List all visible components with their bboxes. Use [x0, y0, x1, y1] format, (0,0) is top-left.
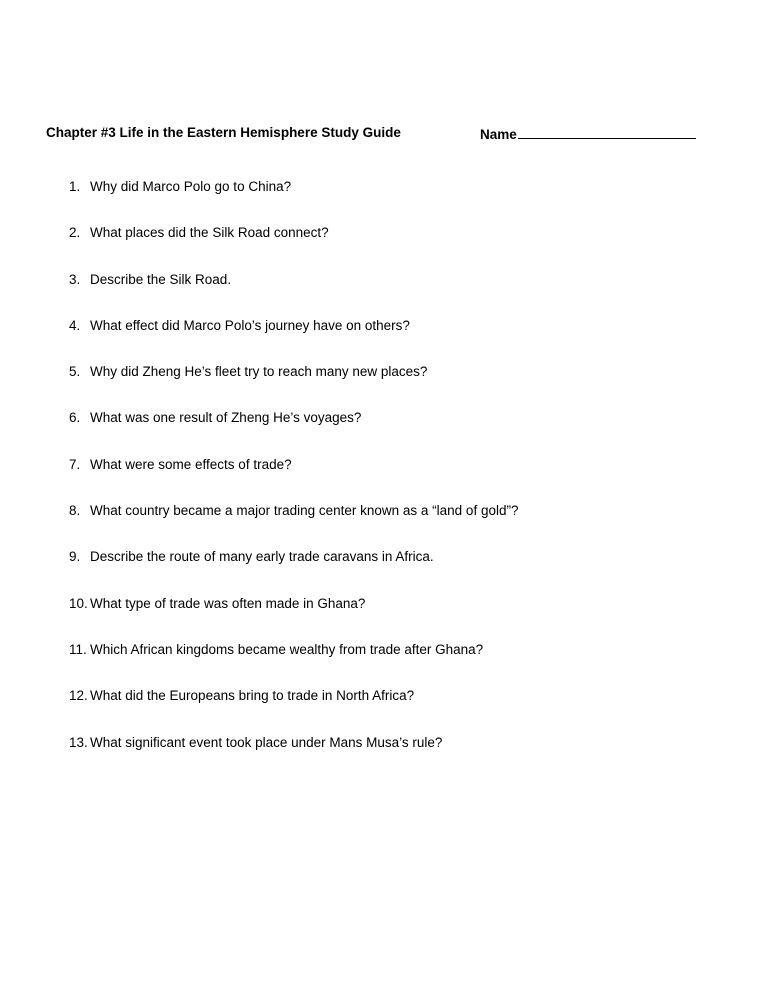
- question-item: [69, 364, 518, 410]
- question-number: 7.: [69, 456, 81, 472]
- question-text: What country became a major trading center known as a “land of gold”?: [90, 503, 519, 519]
- question-number: 2.: [69, 225, 81, 241]
- question-item: [69, 225, 518, 271]
- question-item: [69, 549, 518, 595]
- question-text: Describe the Silk Road.: [90, 271, 232, 287]
- name-label: Name: [480, 127, 517, 142]
- question-number: 10.: [69, 595, 88, 611]
- question-text: What type of trade was often made in Ghana?: [90, 595, 366, 611]
- question-number: 6.: [69, 410, 81, 426]
- question-text: Why did Zheng He’s fleet try to reach many new places?: [90, 364, 428, 380]
- question-text: What significant event took place under Mans Musa’s rule?: [90, 734, 443, 750]
- question-text: Which African kingdoms became wealthy from trade after Ghana?: [90, 641, 484, 657]
- question-number: 1.: [69, 179, 81, 194]
- question-text: What effect did Marco Polo’s journey have on others?: [90, 317, 410, 333]
- question-number: 5.: [69, 364, 81, 380]
- name-field: [480, 125, 696, 142]
- question-item: [69, 457, 518, 503]
- question-text: What did the Europeans bring to trade in North Africa?: [90, 688, 415, 704]
- question-number: 12.: [69, 688, 88, 704]
- question-item: [69, 642, 518, 688]
- page-title: Chapter #3 Life in the Eastern Hemisphere Study Guide: [46, 125, 401, 140]
- question-number: 9.: [69, 549, 81, 565]
- question-number: 13.: [69, 734, 88, 750]
- question-number: 4.: [69, 317, 81, 333]
- question-text: What were some effects of trade?: [90, 456, 292, 472]
- question-text: Describe the route of many early trade caravans in Africa.: [90, 549, 434, 565]
- name-blank-line: [518, 125, 696, 139]
- question-item: [69, 503, 518, 549]
- question-text: What was one result of Zheng He’s voyages?: [90, 410, 362, 426]
- question-item: [69, 179, 518, 225]
- question-number: 3.: [69, 271, 81, 287]
- question-list: [69, 179, 518, 781]
- question-item: [69, 318, 518, 364]
- question-item: [69, 410, 518, 456]
- question-item: [69, 596, 518, 642]
- question-number: 8.: [69, 503, 81, 519]
- question-item: [69, 735, 518, 781]
- question-number: 11.: [69, 641, 87, 657]
- question-item: [69, 688, 518, 734]
- question-item: [69, 272, 518, 318]
- question-text: Why did Marco Polo go to China?: [90, 179, 292, 194]
- question-text: What places did the Silk Road connect?: [90, 225, 329, 241]
